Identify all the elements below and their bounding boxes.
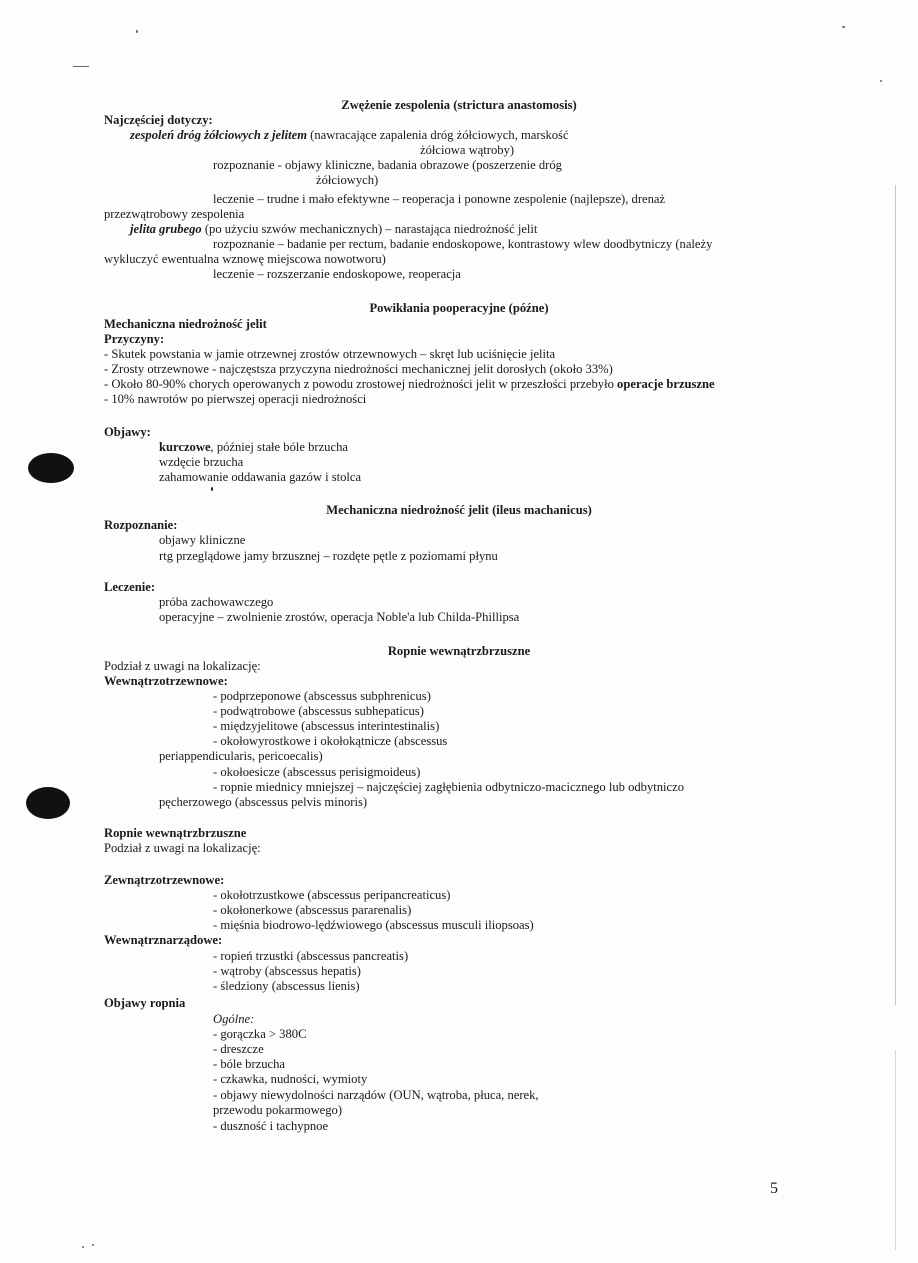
extraperitoneal-heading: Zewnątrzotrzewnowe: — [104, 873, 225, 887]
diagnosis-1: objawy kliniczne — [159, 533, 246, 547]
intra-2: - podwątrobowe (abscessus subhepaticus) — [213, 704, 424, 718]
section1-item2 — [130, 222, 537, 237]
section1-item1 — [130, 128, 569, 143]
punch-hole-top — [28, 453, 74, 483]
item1-rest: (nawracające zapalenia dróg żółciowych, marskość — [307, 128, 569, 142]
section1-diag1-cont: żółciowych) — [316, 173, 379, 187]
general-1: - gorączka > 380C — [213, 1027, 307, 1041]
scan-speck — [92, 1244, 94, 1246]
section1-diag1: rozpoznanie - objawy kliniczne, badania obrazowe (poszerzenie dróg — [213, 158, 562, 172]
intra-1: - podprzeponowe (abscessus subphrenicus) — [213, 689, 431, 703]
causes-heading: Przyczyny: — [104, 332, 165, 346]
extra-1: - okołotrzustkowe (abscessus peripancreaticus) — [213, 888, 451, 902]
symptom-1-a: kurczowe — [159, 440, 211, 454]
general-5-cont: przewodu pokarmowego) — [213, 1103, 343, 1117]
diagnosis-2: rtg przeglądowe jamy brzusznej – rozdęte pętle z poziomami płynu — [159, 549, 498, 563]
section1-heading: Najczęściej dotyczy: — [104, 113, 213, 127]
organ-3: - śledziony (abscessus lienis) — [213, 979, 360, 993]
symptom-2: wzdęcie brzucha — [159, 455, 244, 469]
abscess-symptoms-heading: Objawy ropnia — [104, 996, 186, 1010]
scan-streak — [73, 66, 89, 67]
scan-speck — [82, 1246, 84, 1248]
cause-3-a: - Około 80-90% chorych operowanych z powodu zrostowej niedrożności jelit w przeszłości przebyło — [104, 377, 618, 391]
symptom-1 — [159, 440, 348, 455]
organ-1: - ropień trzustki (abscessus pancreatis) — [213, 949, 409, 963]
general-label: Ogólne: — [213, 1012, 255, 1026]
cause-1: - Skutek powstania w jamie otrzewnej zrostów otrzewnowych – skręt lub uciśnięcie jelita — [104, 347, 556, 361]
item1-label: zespoleń dróg żółciowych z jelitem — [130, 128, 308, 142]
scan-edge-line — [895, 185, 896, 1005]
punch-hole-bottom — [26, 787, 70, 819]
section1-diag2: rozpoznanie – badanie per rectum, badanie endoskopowe, kontrastowy wlew doodbytniczy (należy — [213, 237, 713, 251]
intra-5: - okołoesicze (abscessus perisigmoideus) — [213, 765, 421, 779]
section1-treat1-cont: przezwątrobowy zespolenia — [104, 207, 245, 221]
section5-title: Ropnie wewnątrzbrzuszne — [104, 826, 247, 840]
organ-2: - wątroby (abscessus hepatis) — [213, 964, 361, 978]
section1-treat2: leczenie – rozszerzanie endoskopowe, reoperacja — [213, 267, 461, 281]
scan-speck — [136, 30, 138, 33]
general-4: - czkawka, nudności, wymioty — [213, 1072, 368, 1086]
intra-6-cont: pęcherzowego (abscessus pelvis minoris) — [159, 795, 368, 809]
section5-division: Podział z uwagi na lokalizację: — [104, 841, 261, 855]
item2-label: jelita grubego — [130, 222, 202, 236]
item2-rest: (po użyciu szwów mechanicznych) – narastająca niedrożność jelit — [201, 222, 538, 236]
cause-2: - Zrosty otrzewnowe - najczęstsza przyczyna niedrożności mechanicznej jelit dorosłych (około 33%) — [104, 362, 613, 376]
section3-title: Mechaniczna niedrożność jelit (ileus machanicus) — [326, 503, 592, 517]
intra-3: - międzyjelitowe (abscessus interintestinalis) — [213, 719, 440, 733]
intraperitoneal-heading: Wewnątrzotrzewnowe: — [104, 674, 228, 688]
intra-4-cont: periappendicularis, pericoecalis) — [159, 749, 323, 763]
section4-title: Ropnie wewnątrzbrzuszne — [387, 644, 531, 658]
cause-4: - 10% nawrotów po pierwszej operacji niedrożności — [104, 392, 367, 406]
treatment-heading: Leczenie: — [104, 580, 156, 594]
extra-2: - okołonerkowe (abscessus pararenalis) — [213, 903, 412, 917]
section1-item1-cont: żółciowa wątroby) — [420, 143, 515, 157]
general-6: - duszność i tachypnoe — [213, 1119, 329, 1133]
extra-3: - mięśnia biodrowo-lędźwiowego (abscessus musculi iliopsoas) — [213, 918, 534, 932]
general-2: - dreszcze — [213, 1042, 264, 1056]
section1-diag2-cont: wykluczyć ewentualna wznowę miejscowa nowotworu) — [104, 252, 386, 266]
symptom-1-b: , później stałe bóle brzucha — [210, 440, 348, 454]
scan-speck — [211, 487, 213, 491]
section1-title: Zwężenie zespolenia (strictura anastomosis) — [341, 98, 577, 112]
section1-treat1: leczenie – trudne i mało efektywne – reoperacja i ponowne zespolenie (najlepsze), drenaż — [213, 192, 666, 206]
section4-division: Podział z uwagi na lokalizację: — [104, 659, 261, 673]
general-3: - bóle brzucha — [213, 1057, 286, 1071]
symptom-3: zahamowanie oddawania gazów i stolca — [159, 470, 362, 484]
page-number: 5 — [770, 1180, 778, 1197]
treatment-2: operacyjne – zwolnienie zrostów, operacja Noble'a lub Childa-Phillipsa — [159, 610, 520, 624]
cause-3 — [104, 377, 715, 392]
general-5: - objawy niewydolności narządów (OUN, wątroba, płuca, nerek, — [213, 1088, 539, 1102]
diagnosis-heading: Rozpoznanie: — [104, 518, 178, 532]
intra-6: - ropnie miednicy mniejszej – najczęściej zagłębienia odbytniczo-macicznego lub odbytniczo — [213, 780, 685, 794]
section2-title: Powikłania pooperacyjne (późne) — [369, 301, 549, 315]
scan-speck — [842, 26, 845, 28]
section2-subtitle: Mechaniczna niedrożność jelit — [104, 317, 267, 331]
treatment-1: próba zachowawczego — [159, 595, 274, 609]
scan-speck — [880, 80, 882, 82]
symptoms-heading: Objawy: — [104, 425, 151, 439]
scan-edge-line-lower — [895, 1050, 896, 1250]
intra-4: - okołowyrostkowe i okołokątnicze (abscessus — [213, 734, 448, 748]
cause-3-b: operacje brzuszne — [617, 377, 715, 391]
organ-heading: Wewnątrznarządowe: — [104, 933, 223, 947]
